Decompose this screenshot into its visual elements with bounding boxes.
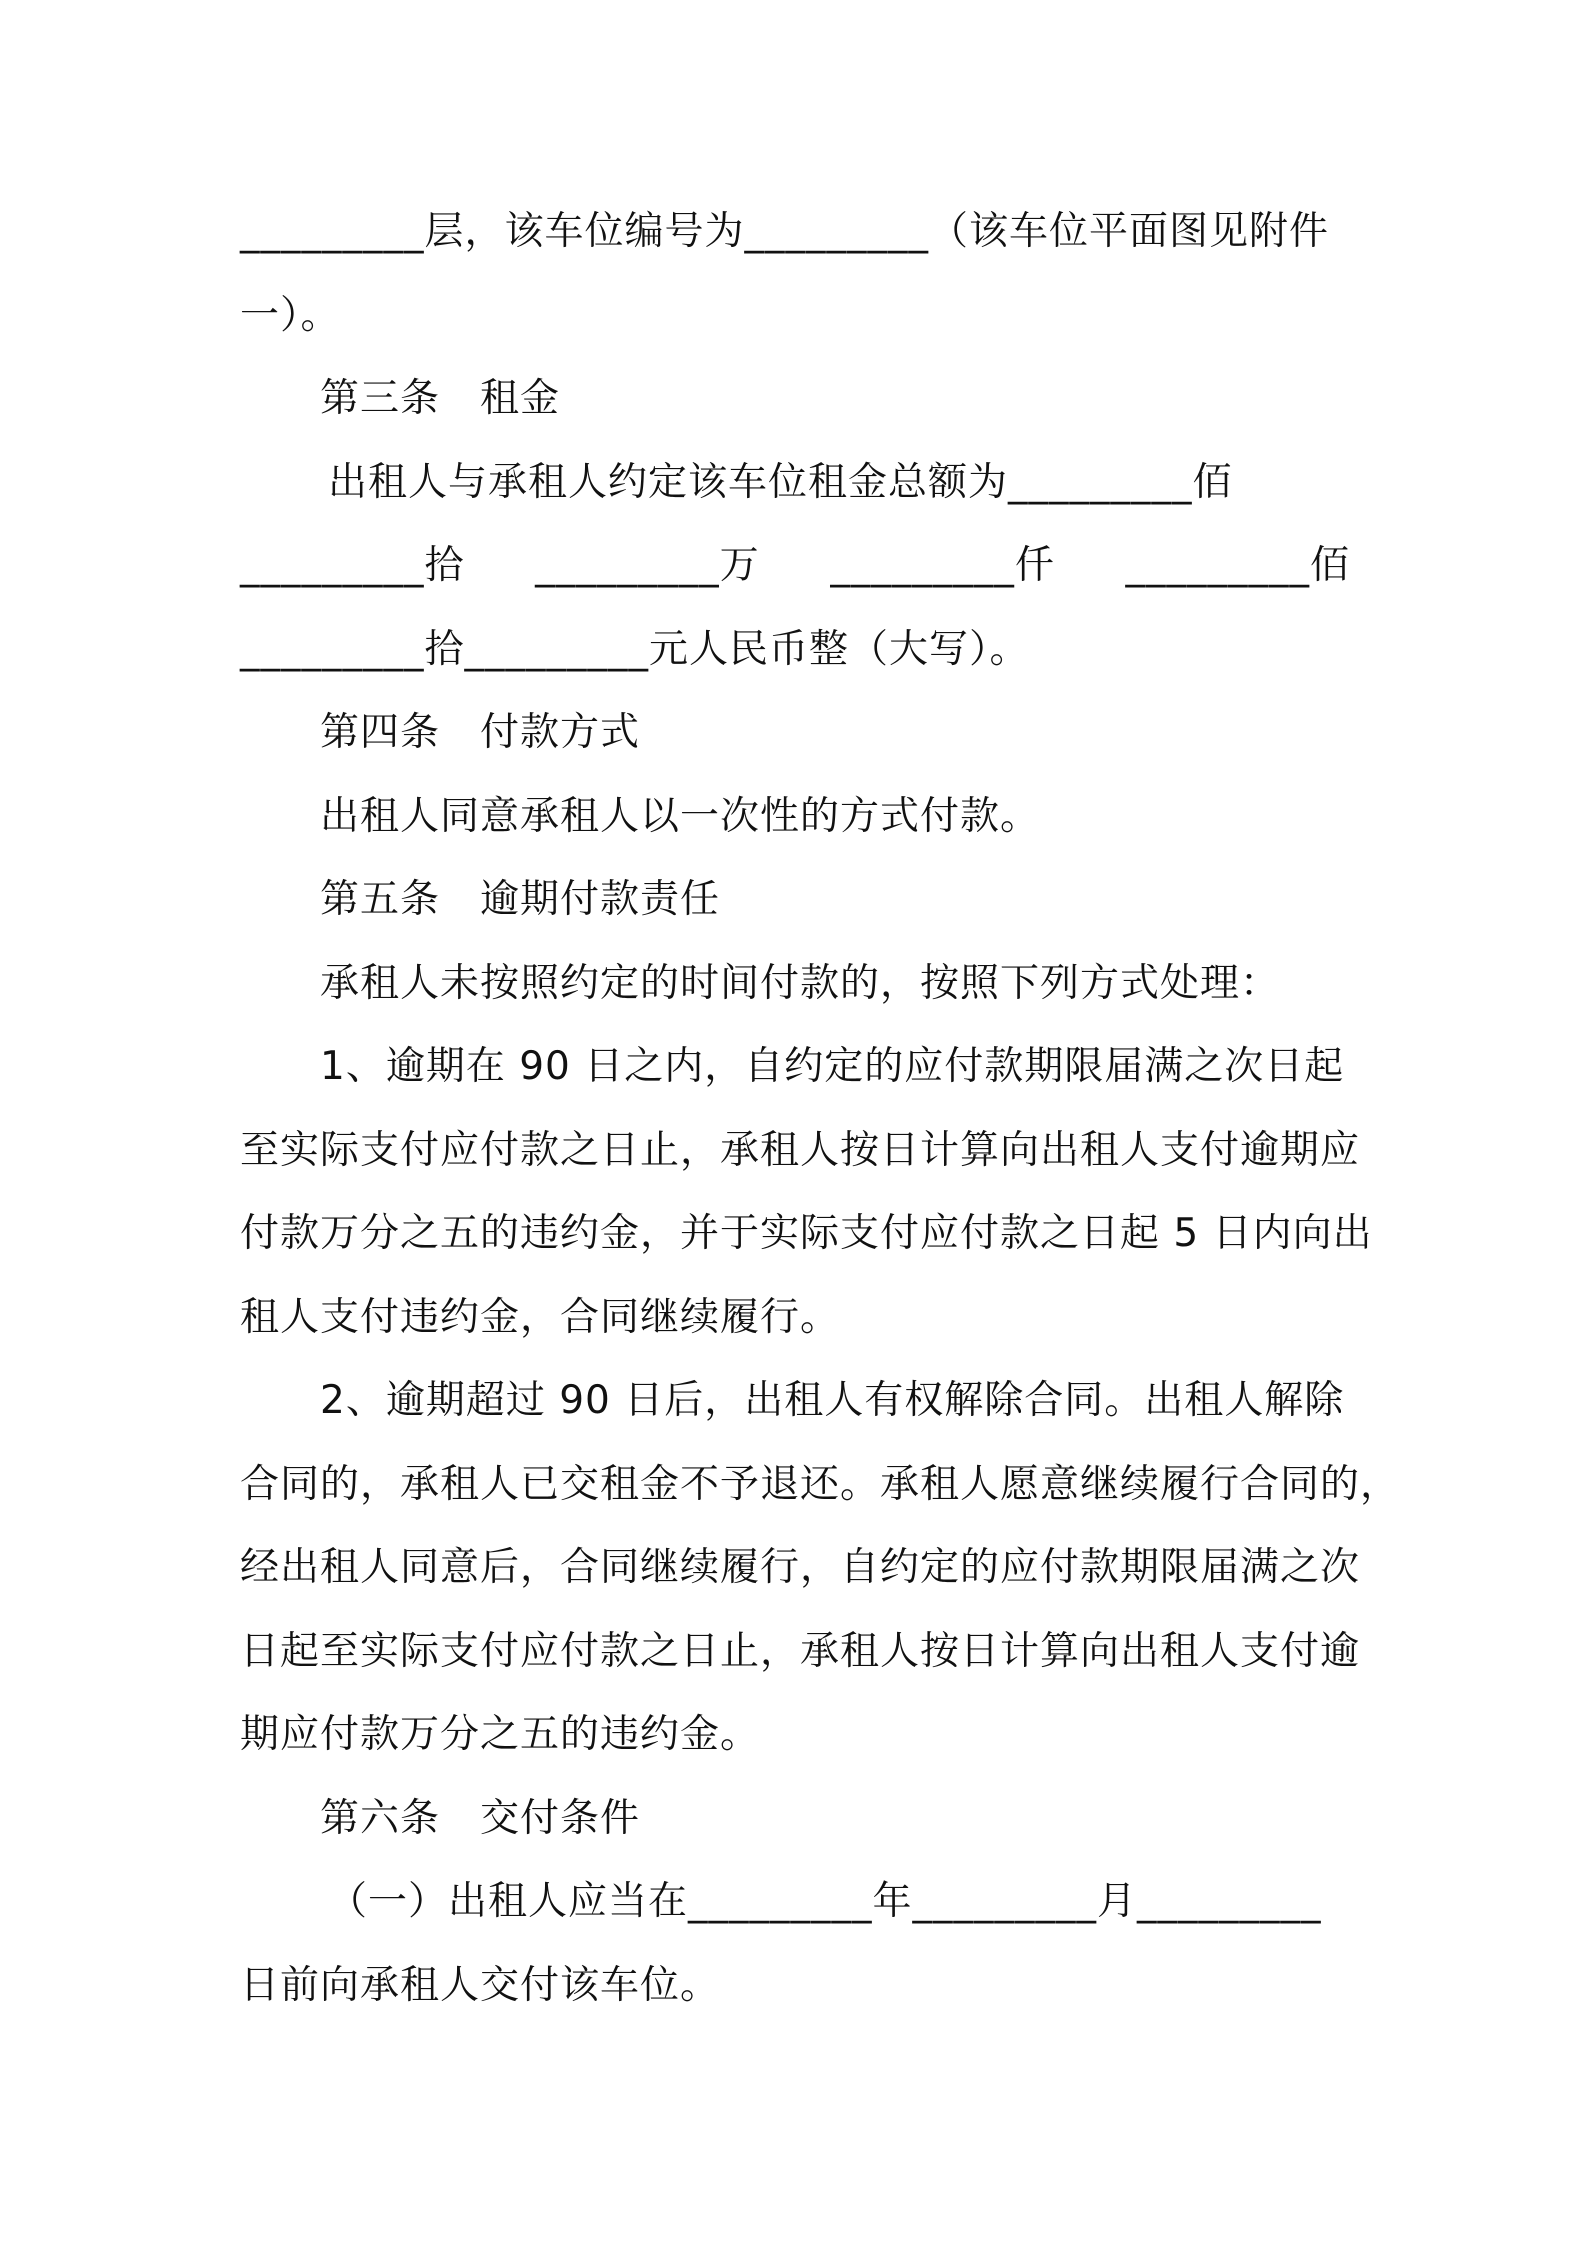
- text-line-delivery-end: 日前向承租人交付该车位。: [240, 1962, 721, 2008]
- text-line-rent-total: 出租人与承租人约定该车位租金总额为_________佰: [328, 459, 1233, 505]
- text-line-clause-1-b: 至实际支付应付款之日止，承租人按日计算向出租人支付逾期应: [240, 1127, 1361, 1173]
- text-line-clause-2-a: 2、逾期超过 90 日后，出租人有权解除合同。出租人解除: [320, 1378, 1345, 1423]
- text-line-clause-1-a: 1、逾期在 90 日之内，自约定的应付款期限届满之次日起: [320, 1044, 1345, 1089]
- text-line-clause-2-c: 经出租人同意后，合同继续履行，自约定的应付款期限届满之次: [240, 1545, 1361, 1590]
- text-line-clause-2-b: 合同的，承租人已交租金不予退还。承租人愿意继续履行合同的，: [240, 1461, 1401, 1507]
- text-line-rent-yuan: _________拾_________元人民币整（大写）。: [240, 626, 1030, 672]
- article-3-heading: 第三条 租金: [320, 376, 561, 421]
- blank-shi: _________拾: [240, 543, 465, 588]
- blank-bai: _________佰: [1125, 543, 1350, 588]
- text-line-floor-space-number: _________层，该车位编号为_________（该车位平面图见附件: [240, 209, 1330, 254]
- article-4-heading: 第四条 付款方式: [320, 710, 641, 755]
- article-6-heading: 第六条 交付条件: [320, 1795, 641, 1841]
- document-body: [240, 190, 1401, 2027]
- text-line-rent-amount-blanks: [240, 524, 1350, 608]
- text-line-delivery-date: （一）出租人应当在_________年_________月_________: [328, 1879, 1322, 1924]
- text-line-clause-2-d: 日起至实际支付应付款之日止，承租人按日计算向出租人支付逾: [240, 1628, 1361, 1674]
- article-5-heading: 第五条 逾期付款责任: [320, 877, 721, 922]
- text-line-payment-method: 出租人同意承租人以一次性的方式付款。: [320, 793, 1041, 839]
- text-line-clause-1-d: 租人支付违约金，合同继续履行。: [240, 1294, 841, 1340]
- text-line-clause-1-c: 付款万分之五的违约金，并于实际支付应付款之日起 5 日内向出: [240, 1211, 1373, 1256]
- blank-qian: _________仟: [830, 543, 1055, 588]
- text-line-attachment-end: 一）。: [240, 292, 341, 338]
- blank-wan: _________万: [535, 543, 760, 588]
- text-line-clause-2-e: 期应付款万分之五的违约金。: [240, 1712, 761, 1757]
- text-line-late-payment-intro: 承租人未按照约定的时间付款的，按照下列方式处理：: [320, 960, 1281, 1006]
